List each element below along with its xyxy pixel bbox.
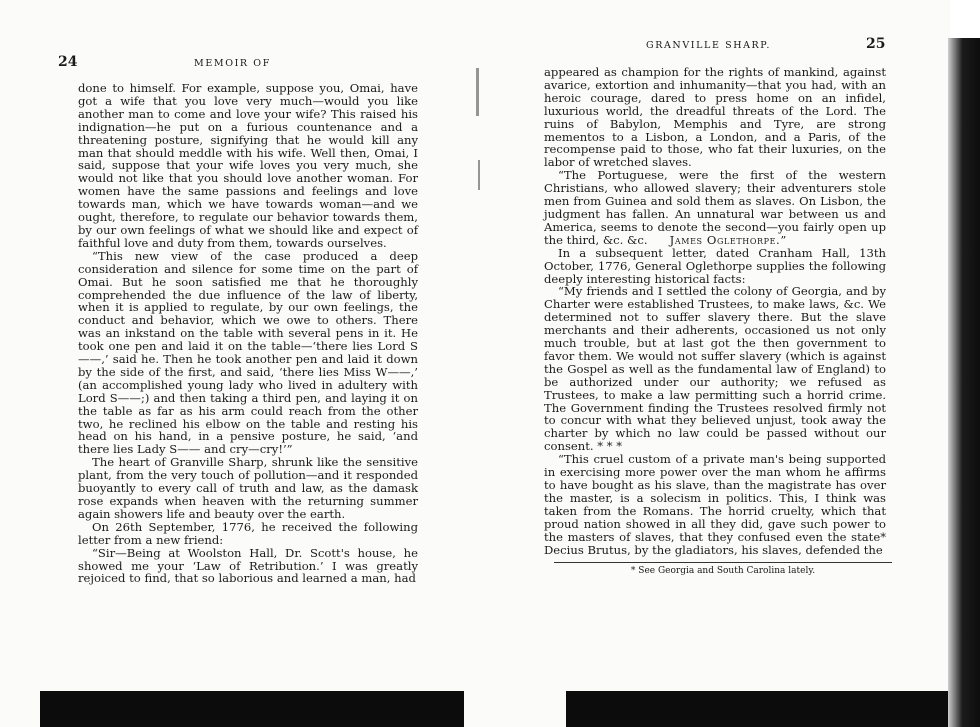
right-paragraph-1: appeared as champion for the rights of mankind, against avarice, extortion and inhumanity—that you had, with an heroic courage, dared to press home on an infidel, luxurious world, the dreadful threats of the Lord. The ruins of Babylon, Memphis and Tyre, are strong mementos to a Lisbon, a London, and a Paris, of the recompense paid to those, who fat their luxuries, on the labor of wretched slaves. [544, 65, 886, 170]
left-paragraph-3: The heart of Granville Sharp, shrunk like the sensitive plant, from the very touch of pollution—and it responded buoyantly to every call of truth and law, as the damask rose expands when heaven with the returning summer again showers life and beauty over the earth. [78, 455, 418, 521]
signature: James Oglethorpe.” [669, 232, 787, 247]
gutter-mark [478, 160, 480, 190]
right-running-head: GRANVILLE SHARP. [646, 40, 771, 51]
left-paragraph-5: “Sir—Being at Woolston Hall, Dr. Scott's house, he showed me your ‘Law of Retribution.’ I was greatly rejoiced to find, that so laborious and learned a man, had [78, 545, 418, 586]
footnote: * See Georgia and South Carolina lately. [630, 566, 816, 576]
left-body-text [78, 82, 418, 585]
right-paragraph-3: In a subsequent letter, dated Cranham Hall, 13th October, 1776, General Oglethorpe supplies the following deeply interesting historical facts: [544, 245, 886, 286]
left-paragraph-2: “This new view of the case produced a deep consideration and silence for some time on the part of Omai. But he soon satisfied me that he thoroughly comprehended the due influence of the law of liberty, when it is applied to regulate, by our own feelings, the conduct and behavior, which we owe to others. There was an inkstand on the table with several pens in it. He took one pen and laid it on the table—‘there lies Lord S——,’ said he. Then he took another pen and laid it down by the side of the first, and said, ‘there lies Miss W——,’ (an accomplished young lady who lived in adultery with Lord S——;) and then taking a third pen, and laying it on the table as far as his arm could reach from the other two, he reclined his elbow on the table and resting his head on his hand, in a pensive posture, he said, ‘and there lies Lady S—— and cry—cry!’” [78, 248, 418, 457]
right-paragraph-2-text: “The Portuguese, were the first of the western Christians, who allowed slavery; their adventurers stole men from Guinea and sold them as slaves. On Lisbon, the judgment has fallen. An unnatural war between us and America, seems to denote the second—you fairly open up the third, &c. &c. [544, 168, 886, 247]
left-running-head: MEMOIR OF [194, 58, 271, 69]
right-paragraph-4: “My friends and I settled the colony of Georgia, and by Charter were established Trustees, to make laws, &c. We determined not to suffer slavery there. But the slave merchants and their adherents, occasioned us not only much trouble, but at last got the then government to favor them. We would not suffer slavery (which is against the Gospel as well as the fundamental law of England) to be authorized under our authority; we refused as Trustees, to make a law permitting such a horrid crime. The Government finding the Trustees resolved firmly not to concur with what they believed unjust, took away the charter by which no law could be passed without our consent. * * * [544, 284, 886, 454]
gutter-mark [476, 68, 479, 116]
right-paragraph-5: “This cruel custom of a private man's being supported in exercising more power over the man whom he affirms to have bought as his slave, than the magistrate has over the master, is a solecism in politics. This, I think was taken from the Romans. The horrid cruelty, which that proud nation showed in all they did, gave such power to the masters of slaves, that they confused even the state* Decius Brutus, by the gladiators, his slaves, defended the [544, 452, 886, 557]
bottom-shadow-left [40, 691, 464, 727]
left-paragraph-1: done to himself. For example, suppose you, Omai, have got a wife that you love very much—would you like another man to come and love your wife? This raised his indignation—he put on a furious countenance and a threatening posture, signifying that he would kill any man that should meddle with his wife. Well then, Omai, I said, suppose that your wife loves you very much, she would not like that you should love another woman. For women have the same passions and feelings and love towards man, which we have towards woman—and we ought, therefore, to regulate our behavior towards them, by our own feelings of what we should like and expect of faithful love and duty from them, towards ourselves. [78, 81, 418, 250]
right-body-text [544, 66, 886, 556]
left-page-number: 24 [58, 54, 78, 70]
left-paragraph-4: On 26th September, 1776, he received the following letter from a new friend: [78, 519, 418, 547]
bottom-shadow-right [566, 691, 948, 727]
footnote-rule [554, 562, 892, 563]
right-page-number: 25 [866, 36, 886, 52]
right-paragraph-2 [544, 169, 886, 246]
book-edge-shadow [948, 38, 980, 727]
